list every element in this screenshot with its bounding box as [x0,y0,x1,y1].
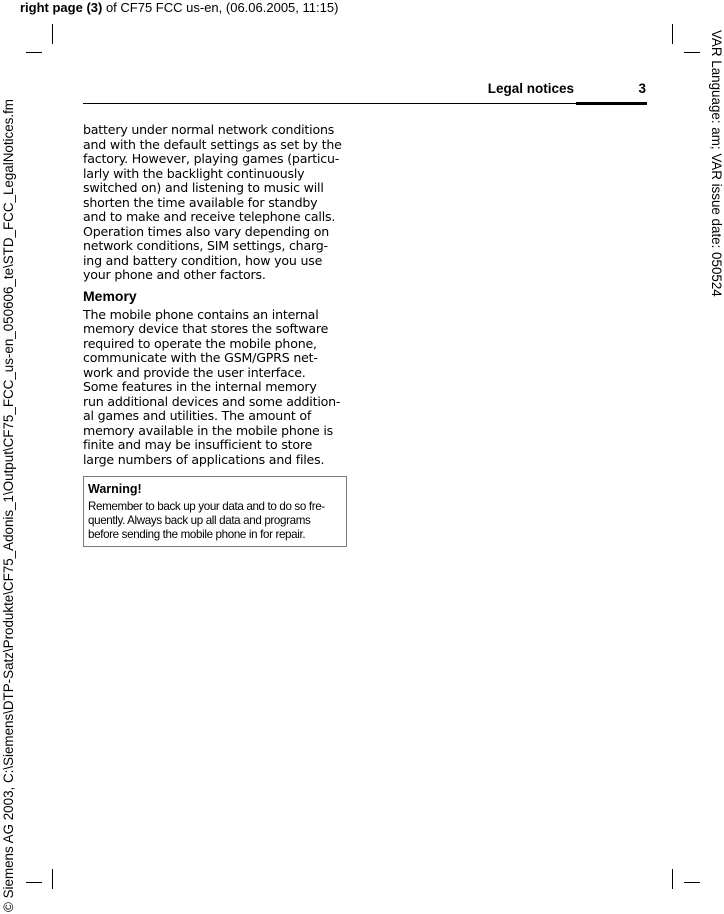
print-header-page: right page (3) [20,0,103,15]
warning-box [83,476,347,547]
text-line: work and provide the user interface. [83,364,306,380]
text-line: and with the default settings as set by the [83,136,342,152]
intro-paragraph [83,123,351,283]
warning-text [88,500,346,542]
variant-info-margin: VAR Language: am; VAR issue date: 050524 [709,30,724,297]
text-line: memory device that stores the software [83,321,329,336]
crop-mark [52,24,53,44]
header-rule [83,103,576,104]
crop-mark [684,52,700,53]
text-line: battery under normal network conditions [83,122,335,137]
text-line: larly with the backlight continuously [83,165,305,181]
crop-mark [684,882,700,883]
crop-mark [26,882,42,883]
crop-mark [52,869,53,889]
text-line: communicate with the GSM/GPRS net- [83,350,318,365]
crop-mark [672,24,673,44]
page-number: 3 [638,81,646,96]
memory-heading: Memory [83,287,137,304]
warning-title: Warning! [88,482,142,496]
header-rule-accent [576,102,647,105]
text-line: Some features in the internal memory [83,379,317,394]
text-line: run additional devices and some addition- [83,393,341,409]
print-header-info: of CF75 FCC us-en, (06.06.2005, 11:15) [102,0,339,15]
text-line: Operation times also vary depending on [83,223,330,239]
text-line: your phone and other factors. [83,267,266,282]
text-line: ing and battery condition, how you use [83,252,323,268]
crop-mark [672,869,673,889]
text-line: quently. Always back up all data and programs [88,514,311,527]
text-line: memory available in the mobile phone is [83,422,334,438]
text-line: factory. However, playing games (particu- [83,151,340,166]
text-line: finite and may be insufficient to store [83,437,313,452]
text-line: The mobile phone contains an internal [83,306,319,322]
text-line: Remember to back up your data and to do so fre- [88,500,325,513]
running-title: Legal notices [487,81,574,96]
text-line: switched on) and listening to music will [83,180,324,195]
text-line: and to make and receive telephone calls. [83,209,336,224]
text-column [83,123,351,547]
memory-paragraph [83,308,351,468]
text-line: al games and utilities. The amount of [83,408,312,423]
file-path-margin: © Siemens AG 2003, C:\Siemens\DTP-Satz\Produkte\CF75_Adonis_1\Output\CF75_FCC_us-en_050606_te\STD_FCC_LegalNotices.fm [1,99,16,912]
text-line: before sending the mobile phone in for repair. [88,528,306,541]
crop-mark [26,52,42,53]
print-header [20,0,338,16]
text-line: shorten the time available for standby [83,194,318,210]
text-line: required to operate the mobile phone, [83,335,317,351]
text-line: large numbers of applications and files. [83,451,325,467]
text-line: network conditions, SIM settings, charg- [83,238,328,253]
